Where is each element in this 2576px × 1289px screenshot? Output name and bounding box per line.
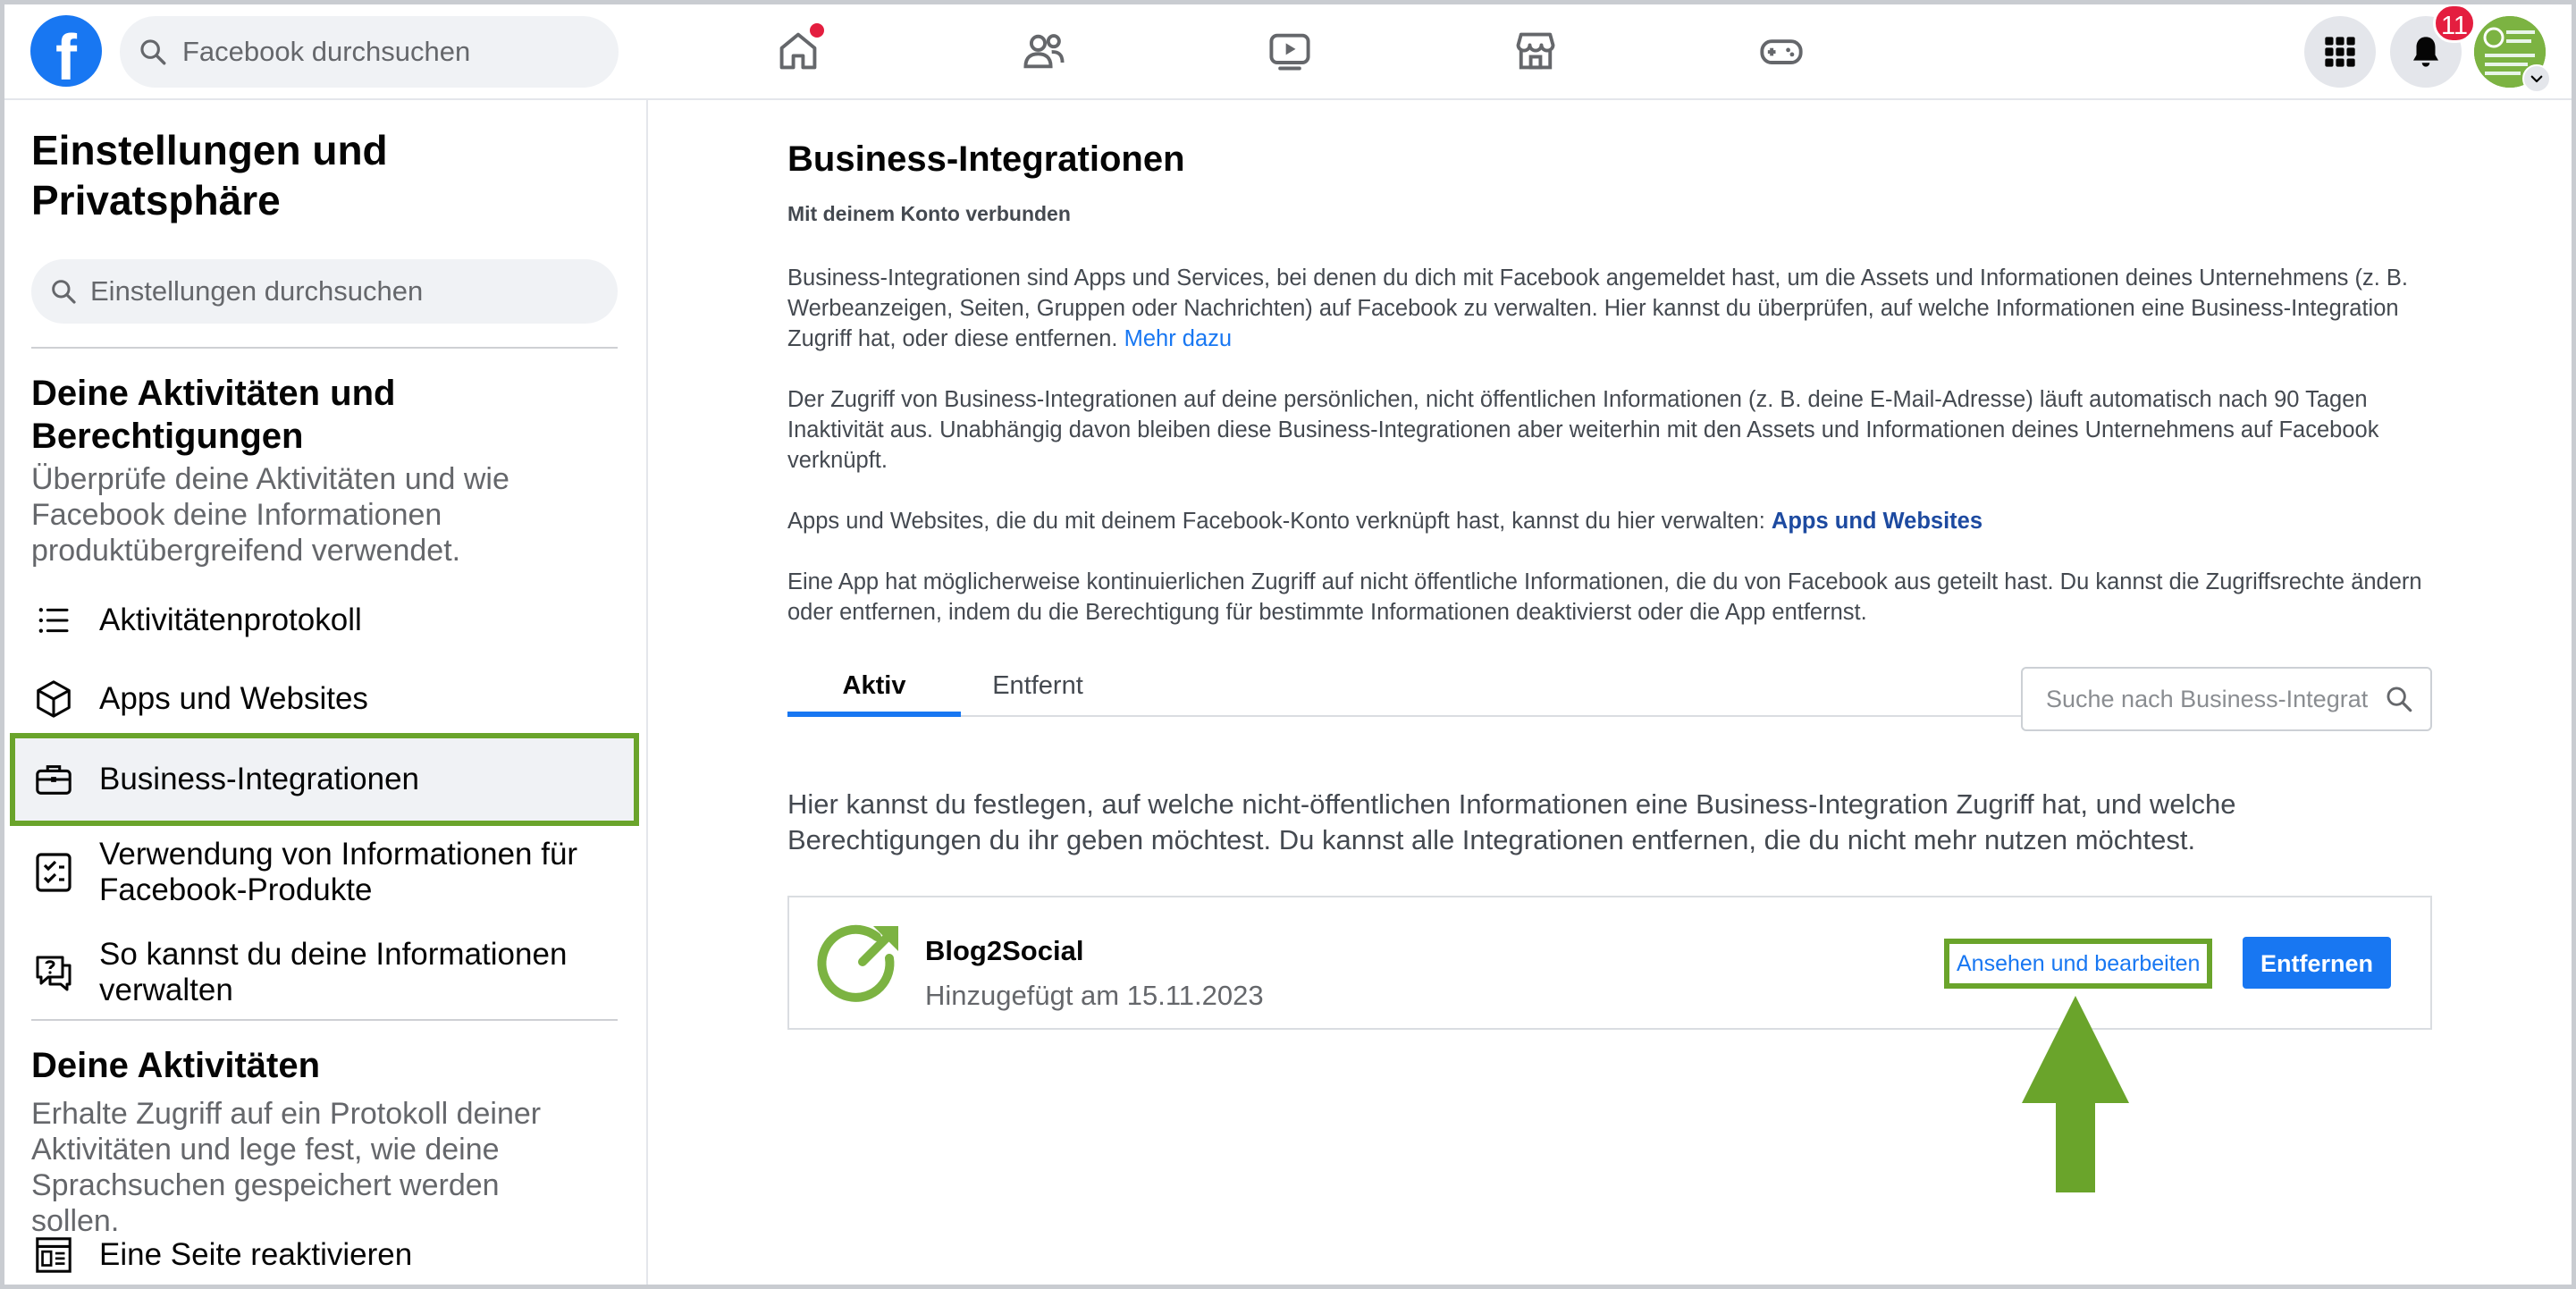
sidebar-item-apps-websites[interactable] xyxy=(31,672,630,726)
home-notification-dot xyxy=(810,23,824,38)
page-icon xyxy=(31,1233,76,1277)
watch-icon[interactable] xyxy=(1259,20,1321,82)
account-menu-caret[interactable] xyxy=(2522,64,2551,93)
chevron-down-icon xyxy=(2529,71,2545,87)
home-icon[interactable] xyxy=(767,20,829,82)
paragraph-text: Business-Integrationen sind Apps und Services, bei denen du dich mit Facebook angemeldet hast, um die Assets und Informationen deines Unternehmens (z. B. Werbeanzeigen, Seiten, Gruppen oder Nachrichten) auf Facebook zu verwalten. Hier kannst du überprüfen, auf welche Informationen eine Business-Integration Zugriff hat, oder diese entfernen. xyxy=(787,265,2408,351)
intro-paragraph-3 xyxy=(787,506,2423,536)
tab-removed[interactable]: Entfernt xyxy=(992,671,1083,700)
question-chat-icon xyxy=(31,950,76,995)
sidebar-title: Einstellungen und Privatsphäre xyxy=(31,127,388,223)
grid-menu-icon xyxy=(2322,34,2358,70)
section-heading-activities-permissions: Deine Aktivitäten und Berechtigungen xyxy=(31,374,396,456)
facebook-search-box[interactable] xyxy=(120,16,619,88)
paragraph-text: Apps und Websites, die du mit deinem Facebook-Konto verknüpft hast, kannst du hier verwalten: xyxy=(787,509,1765,534)
briefcase-icon xyxy=(31,757,76,802)
sidebar-item-information-usage[interactable] xyxy=(31,835,630,910)
sidebar-item-manage-information[interactable] xyxy=(31,935,630,1010)
settings-search-input[interactable] xyxy=(88,274,610,308)
search-icon xyxy=(2384,684,2414,714)
cube-icon xyxy=(31,677,76,721)
search-icon xyxy=(49,277,78,306)
sidebar-item-business-integrations[interactable] xyxy=(10,733,639,826)
sidebar-item-label: Aktivitätenprotokoll xyxy=(99,602,362,637)
annotation-arrow-up-icon xyxy=(2022,996,2129,1192)
remove-button[interactable]: Entfernen xyxy=(2243,937,2391,989)
gaming-icon[interactable] xyxy=(1750,20,1813,82)
integration-search-input[interactable] xyxy=(2044,685,2370,714)
section-description-activities-permissions: Überprüfe deine Aktivitäten und wie Facebook deine Informationen produktübergreifend verwendet. xyxy=(31,462,509,568)
sidebar-item-label: Eine Seite reaktivieren xyxy=(99,1237,413,1272)
list-icon xyxy=(31,598,76,643)
friends-icon[interactable] xyxy=(1013,20,1075,82)
integrations-intro-text: Hier kannst du festlegen, auf welche nicht-öffentlichen Informationen eine Business-Integration Zugriff hat, und welche Berechtigungen du ihr geben möchtest. Du kannst alle Integrationen entfernen, die du nicht mehr nutzen möchtest. xyxy=(787,788,2236,855)
paragraph-text: Eine App hat möglicherweise kontinuierlichen Zugriff auf nicht öffentliche Informationen, die du von Facebook aus geteilt hast. Du kannst die Zugriffsrechte ändern oder entfernen, indem du die Berechtigung für bestimmte Informationen deaktivierst oder die App entfernst. xyxy=(787,569,2422,625)
section-heading-your-activities: Deine Aktivitäten xyxy=(31,1046,321,1085)
intro-paragraph-1 xyxy=(787,263,2423,354)
facebook-search-input[interactable] xyxy=(181,35,595,69)
settings-search-box[interactable] xyxy=(31,259,618,324)
apps-websites-link[interactable]: Apps und Websites xyxy=(1771,509,1983,534)
page-title: Business-Integrationen xyxy=(787,139,1185,179)
marketplace-icon[interactable] xyxy=(1504,20,1567,82)
sidebar-divider xyxy=(31,347,618,349)
blog2social-logo xyxy=(814,917,904,1007)
settings-sidebar xyxy=(4,100,648,1289)
bell-icon xyxy=(2407,33,2445,71)
tab-active[interactable]: Aktiv xyxy=(787,656,961,717)
integration-name: Blog2Social xyxy=(925,935,1084,966)
intro-paragraph-2 xyxy=(787,384,2423,476)
integration-search-box[interactable] xyxy=(2021,667,2432,731)
search-icon xyxy=(138,37,168,67)
sidebar-divider xyxy=(31,1019,618,1021)
sidebar-item-label: So kannst du deine Informationen verwalten xyxy=(99,937,568,1007)
sidebar-item-reactivate-page[interactable] xyxy=(31,1228,630,1282)
paragraph-text: Der Zugriff von Business-Integrationen auf deine persönlichen, nicht öffentlichen Informationen (z. B. deine E-Mail-Adresse) läuft automatisch nach 90 Tagen Inaktivität aus. Unabhängig davon bleiben diese Business-Integrationen aber weiterhin mit den Assets und Informationen deines Unternehmens auf Facebook verknüpft. xyxy=(787,387,2379,473)
main-content xyxy=(650,100,2576,1289)
section-description-your-activities: Erhalte Zugriff auf ein Protokoll deiner Aktivitäten und lege fest, wie deine Sprachsuchen gespeichert werden sollen. xyxy=(31,1097,542,1238)
integration-added-date: Hinzugefügt am 15.11.2023 xyxy=(925,980,1264,1011)
facebook-logo[interactable]: f xyxy=(30,15,102,87)
top-navigation-bar xyxy=(0,0,2576,100)
menu-button[interactable] xyxy=(2304,16,2376,88)
intro-paragraph-4 xyxy=(787,567,2423,628)
sidebar-item-activity-log[interactable] xyxy=(31,594,630,647)
view-and-edit-button[interactable]: Ansehen und bearbeiten xyxy=(1944,939,2212,989)
sidebar-item-label: Business-Integrationen xyxy=(99,762,419,796)
checklist-icon xyxy=(31,850,76,895)
sidebar-item-label: Verwendung von Informationen für Facebook-Produkte xyxy=(99,837,578,907)
learn-more-link[interactable]: Mehr dazu xyxy=(1124,326,1233,351)
integration-card xyxy=(787,896,2432,1030)
notifications-count-badge: 11 xyxy=(2433,4,2476,43)
sidebar-item-label: Apps und Websites xyxy=(99,681,368,716)
page-subtitle: Mit deinem Konto verbunden xyxy=(787,202,1071,225)
